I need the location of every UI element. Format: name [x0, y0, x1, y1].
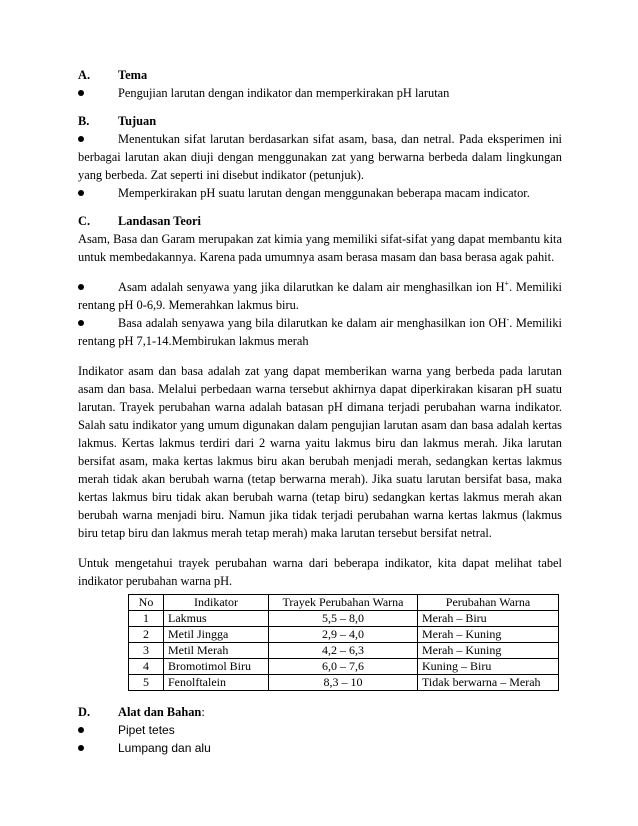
section-letter: B.	[78, 114, 90, 128]
column-header: Trayek Perubahan Warna	[269, 595, 418, 611]
asam-text-rest: . Memiliki rentang pH 0-6,9. Memerahkan lakmus biru.	[78, 280, 562, 312]
section-title: Landasan Teori	[118, 214, 201, 228]
intro-paragraph: Asam, Basa dan Garam merupakan zat kimia yang memiliki sifat-sifat yang dapat membantu kita untuk membedakannya. Karena pada umumnya asam berasa masam dan basa berasa agak pahit.	[78, 232, 562, 264]
table-row	[129, 643, 559, 659]
table-cell: Tidak berwarna – Merah	[418, 675, 559, 691]
table-row	[129, 659, 559, 675]
list-item-text: Menentukan sifat larutan berdasarkan sifat asam, basa, dan netral. Pada eksperimen ini berbagai larutan akan diuji dengan menggunakan zat yang berwarna berbeda dalam lingkungan yang berbeda. Zat seperti ini disebut indikator (petunjuk).	[78, 132, 562, 182]
bullet-icon	[78, 84, 118, 102]
bullet-icon	[78, 130, 118, 148]
list-item-text: Memperkirakan pH suatu larutan dengan menggunakan beberapa macam indicator.	[118, 186, 530, 200]
table-row	[129, 675, 559, 691]
table-cell: Bromotimol Biru	[164, 659, 269, 675]
basa-superscript: -	[506, 314, 510, 324]
list-item	[78, 721, 562, 739]
section-title: Tema	[118, 68, 148, 82]
list-item	[78, 314, 562, 350]
bullet-icon	[78, 314, 118, 332]
section-title: Alat dan Bahan	[118, 705, 202, 719]
table-cell: Kuning – Biru	[418, 659, 559, 675]
table-cell: 5,5 – 8,0	[269, 611, 418, 627]
bullet-icon	[78, 739, 118, 757]
basa-text: Basa adalah senyawa yang bila dilarutkan ke dalam air menghasilkan ion OH	[118, 316, 507, 330]
section-d-heading	[78, 703, 562, 721]
list-item	[78, 84, 562, 102]
table-cell: 4	[129, 659, 164, 675]
indicator-table	[128, 594, 559, 691]
list-item	[78, 130, 562, 184]
list-item-text: Lumpang dan alu	[118, 741, 211, 755]
table-row	[129, 611, 559, 627]
table-cell: 1	[129, 611, 164, 627]
table-cell: 2	[129, 627, 164, 643]
basa-text-rest: . Memiliki rentang pH 7,1-14.Membirukan lakmus merah	[78, 316, 562, 348]
table-cell: Merah – Biru	[418, 611, 559, 627]
list-item-text: Pengujian larutan dengan indikator dan memperkirakan pH larutan	[118, 86, 450, 100]
section-b-heading	[78, 112, 562, 130]
table-cell: Merah – Kuning	[418, 643, 559, 659]
table-cell: 6,0 – 7,6	[269, 659, 418, 675]
table-cell: 3	[129, 643, 164, 659]
table-row	[129, 627, 559, 643]
column-header: No	[129, 595, 164, 611]
section-c-heading	[78, 212, 562, 230]
section-title-colon: :	[201, 705, 205, 719]
tabel-paragraph: Untuk mengetahui trayek perubahan warna dari beberapa indikator, kita dapat melihat tabel indikator perubahan warna pH.	[78, 556, 562, 588]
section-letter: A.	[78, 68, 91, 82]
section-title: Tujuan	[118, 114, 157, 128]
list-item	[78, 278, 562, 314]
list-item-text	[78, 278, 562, 314]
list-item-text	[78, 314, 562, 350]
table-cell: 4,2 – 6,3	[269, 643, 418, 659]
table-cell: 2,9 – 4,0	[269, 627, 418, 643]
table-cell: Lakmus	[164, 611, 269, 627]
section-a-heading	[78, 66, 562, 84]
bullet-icon	[78, 278, 118, 296]
section-letter: C.	[78, 214, 91, 228]
section-letter: D.	[78, 705, 91, 719]
asam-text: Asam adalah senyawa yang jika dilarutkan ke dalam air menghasilkan ion H	[118, 280, 505, 294]
table-cell: Fenolftalein	[164, 675, 269, 691]
bullet-icon	[78, 721, 118, 739]
table-cell: Metil Jingga	[164, 627, 269, 643]
table-cell: 5	[129, 675, 164, 691]
column-header: Perubahan Warna	[418, 595, 559, 611]
column-header: Indikator	[164, 595, 269, 611]
list-item-text: Pipet tetes	[118, 723, 175, 737]
table-cell: 8,3 – 10	[269, 675, 418, 691]
list-item	[78, 739, 562, 757]
asam-superscript: +	[504, 278, 510, 288]
table-cell: Metil Merah	[164, 643, 269, 659]
indikator-paragraph: Indikator asam dan basa adalah zat yang dapat memberikan warna yang berbeda pada larutan asam dan basa. Melalui perbedaan warna tersebut akhirnya dapat diperkirakan kisaran pH suatu larutan. Trayek perubahan warna adalah batasan pH dimana terjadi perubahan warna indikator. Salah satu indikator yang umum digunakan dalam pengujian larutan asam dan basa adalah kertas lakmus. Kertas lakmus terdiri dari 2 warna yaitu lakmus biru dan lakmus merah. Jika larutan bersifat asam, maka kertas lakmus biru akan berubah menjadi merah, sedangkan kertas lakmus merah tidak akan berubah warna (tetap berwarna merah). Jika suatu larutan bersifat basa, maka kertas lakmus biru tidak akan berubah warna (tetap biru) sedangkan kertas lakmus merah akan berubah warna menjadi biru. Namun jika tidak terjadi perubahan warna kertas lakmus (lakmus biru tetap biru dan lakmus merah tetap merah) maka larutan tersebut bersifat netral.	[78, 364, 562, 540]
list-item	[78, 184, 562, 202]
table-cell: Merah – Kuning	[418, 627, 559, 643]
table-header-row	[129, 595, 559, 611]
document-page	[78, 66, 562, 757]
bullet-icon	[78, 184, 118, 202]
